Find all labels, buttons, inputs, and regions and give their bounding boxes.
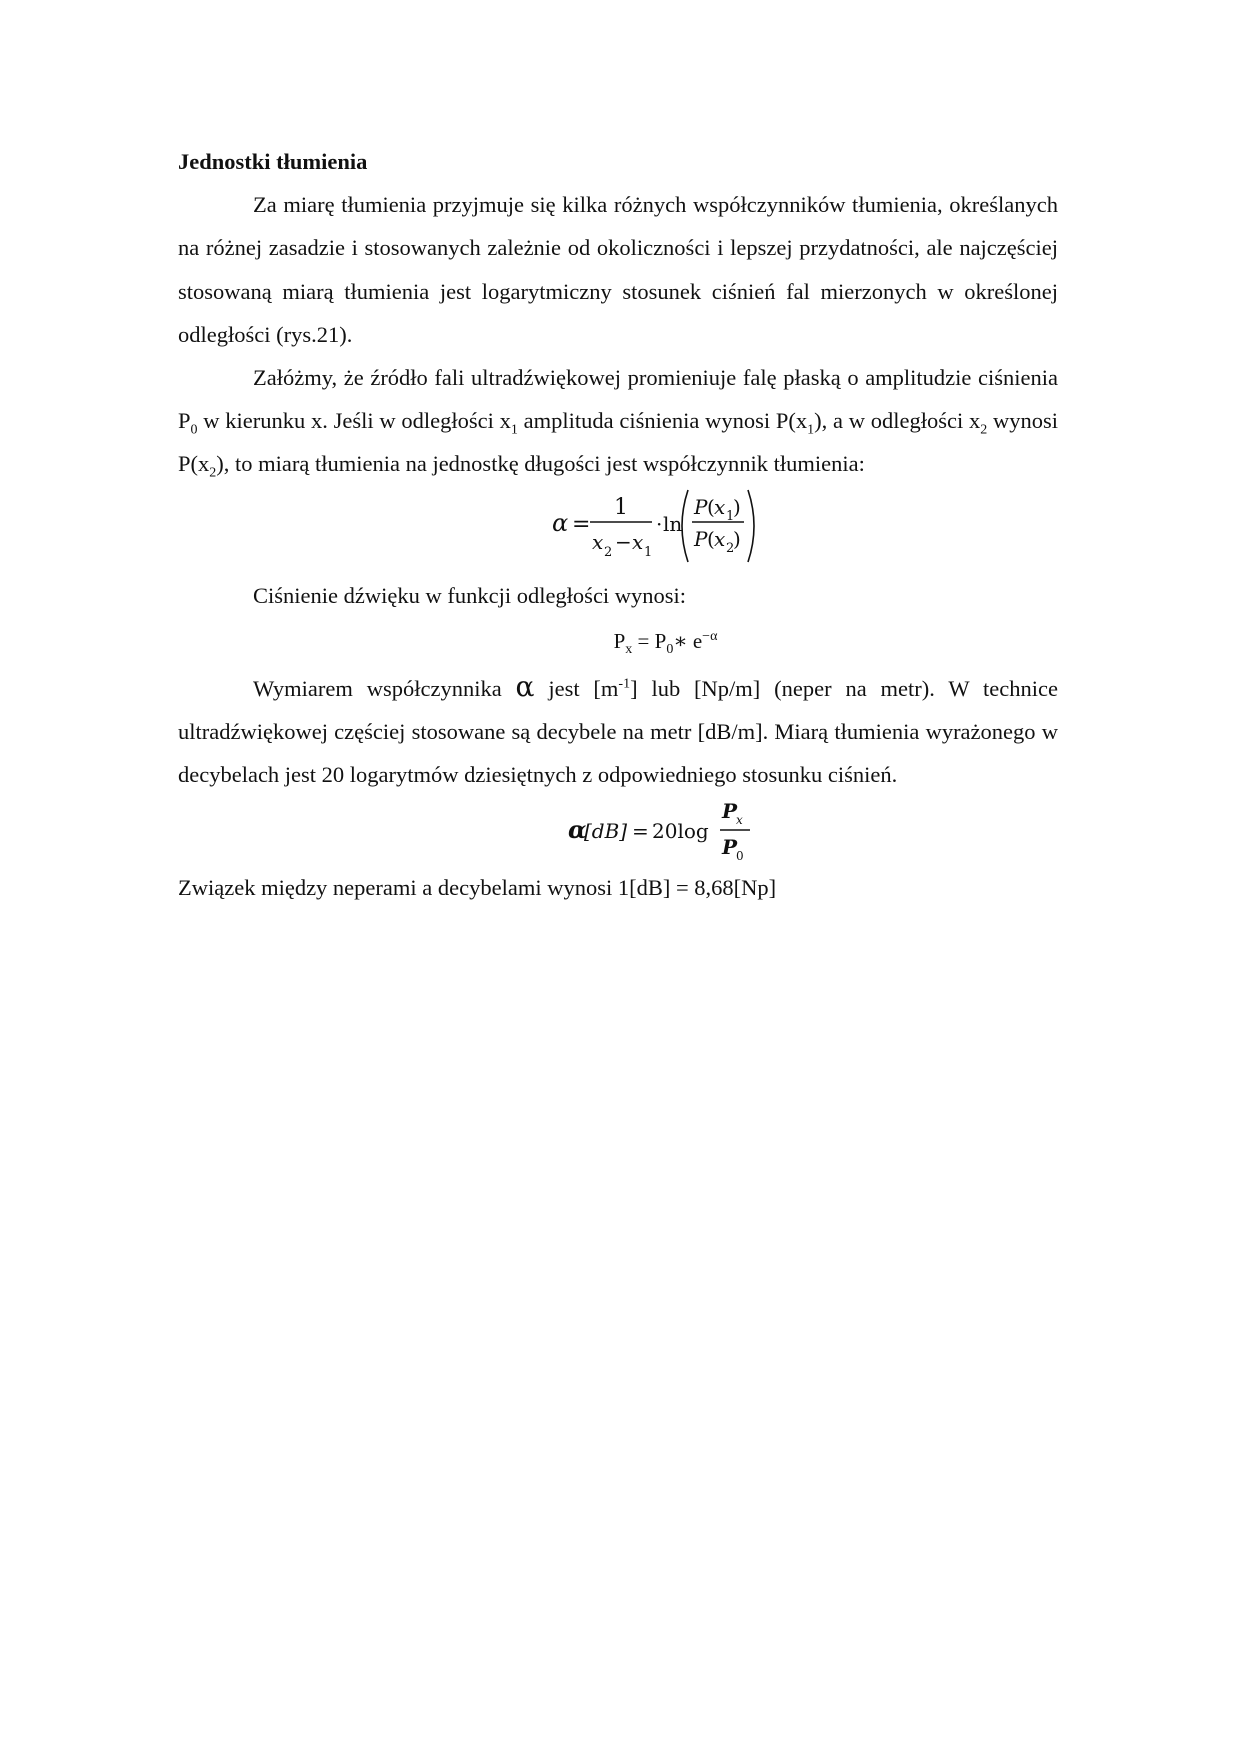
- subscript: 0: [666, 642, 674, 658]
- paragraph-intro: Za miarę tłumienia przyjmuje się kilka różnych współczynników tłumienia, określanych na różnej zasadzie i stosowanych zależnie od okoliczności i lepszej przydatności, ale najczęściej stosowaną miarą tłumienia jest logarytmiczny stosunek ciśnień fal mierzonych w określonej odległości (rys.21).: [178, 192, 1058, 347]
- decibel-formula: [178, 796, 1058, 866]
- document-page: [178, 140, 1058, 910]
- formula-alpha: α: [552, 508, 569, 537]
- text-run: Wymiarem współczynnika: [253, 675, 516, 701]
- text-run: P: [654, 628, 667, 653]
- text-run: e: [687, 628, 703, 653]
- inner-den-sub: 2: [726, 540, 735, 556]
- subscript: 1: [510, 422, 518, 438]
- left-paren: [682, 490, 688, 562]
- formula-dot: ·: [656, 511, 663, 536]
- inner-den-p: P: [694, 526, 708, 551]
- formula-ln: ln: [663, 511, 683, 536]
- right-paren: [748, 490, 754, 562]
- inner-den-open: (: [707, 526, 715, 551]
- text-run: P: [613, 628, 626, 653]
- text-run: amplituda ciśnienia wynosi P(x: [517, 408, 808, 434]
- formula-x2: x: [592, 529, 604, 554]
- inner-den-close: ): [733, 526, 741, 551]
- num-p: P: [722, 799, 738, 824]
- paragraph-assumption: [178, 356, 1058, 486]
- den-sub: 0: [736, 849, 744, 864]
- pressure-formula: [178, 617, 1058, 665]
- num-sub: x: [736, 813, 743, 828]
- text-run: w kierunku x. Jeśli w odległości x: [197, 408, 511, 434]
- paragraph-relation: Związek między neperami a decybelami wynosi 1[dB] = 8,68[Np]: [178, 875, 777, 901]
- formula-x1-sub: 1: [644, 544, 653, 560]
- superscript: -1: [618, 676, 631, 692]
- subscript: 0: [190, 422, 198, 438]
- attenuation-formula: [178, 486, 1058, 574]
- inner-num-x: x: [714, 494, 726, 519]
- text-run: ), a w odległości x: [814, 408, 981, 434]
- section-heading: Jednostki tłumienia: [178, 149, 368, 174]
- formula-minus: −: [615, 529, 632, 554]
- text-run: jest [m: [534, 675, 619, 701]
- formula-numerator: 1: [614, 494, 628, 520]
- text-run: Załóżmy, że źródło fali ultradźwiękowej promieniuje falę płaską o amplitudzie ciśnienia P: [178, 365, 1058, 434]
- text-run: ] lub [Np/m] (neper na metr). W technice ultradźwiękowej częściej stosowane są decybele na metr [dB/m]. Miarą tłumienia wyrażonego w decybelach jest 20 logarytmów dziesiętnych z odpowiedniego stosunku ciśnień.: [178, 675, 1058, 788]
- text-run: wynosi P(x: [178, 408, 1058, 477]
- paragraph-units: [178, 665, 1058, 797]
- text-run: ), to miarą tłumienia na jednostkę długości jest współczynnik tłumienia:: [216, 451, 865, 477]
- inner-num-sub: 1: [726, 508, 735, 524]
- subscript: 2: [980, 422, 988, 438]
- decibel-formula-graphic: [568, 796, 768, 866]
- formula-x1: x: [632, 529, 644, 554]
- alpha-symbol: α: [515, 669, 535, 703]
- formula-bracket: [dB]: [584, 819, 628, 844]
- formula-equals: =: [572, 511, 591, 537]
- den-p: P: [722, 835, 738, 860]
- formula-alpha: α: [568, 815, 587, 845]
- inner-num-open: (: [707, 494, 715, 519]
- subscript: x: [625, 642, 633, 658]
- paragraph-pressure: Ciśnienie dźwięku w funkcji odległości wynosi:: [253, 582, 687, 608]
- superscript: −α: [702, 628, 718, 644]
- inner-den-x: x: [714, 526, 726, 551]
- text-run: =: [632, 628, 655, 653]
- inner-num-close: ): [733, 494, 741, 519]
- subscript: 1: [807, 422, 815, 438]
- subscript: 2: [209, 465, 217, 481]
- formula-x2-sub: 2: [604, 544, 613, 560]
- formula-equals: =: [632, 819, 649, 844]
- inner-num-p: P: [694, 494, 708, 519]
- attenuation-formula-graphic: [552, 486, 782, 574]
- formula-coefficient: 20log: [652, 819, 709, 844]
- star-operator: ∗: [673, 628, 688, 653]
